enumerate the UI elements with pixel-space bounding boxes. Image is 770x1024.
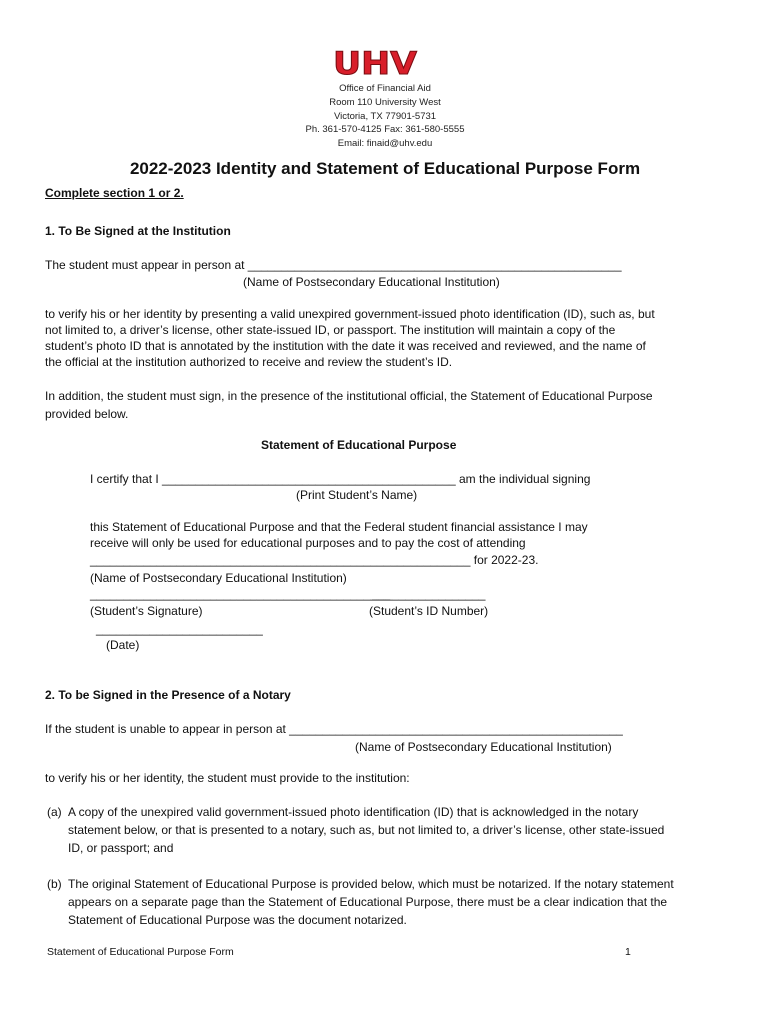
- office-phone: Ph. 361-570-4125 Fax: 361-580-5555: [305, 124, 465, 135]
- page-number: 1: [625, 946, 631, 958]
- verify-line-3: student’s photo ID that is annotated by the institution with the date it was received and reviewed, and the name of: [45, 339, 646, 353]
- addition-line-2: provided below.: [45, 407, 129, 421]
- certify-caption: (Print Student’s Name): [296, 488, 418, 502]
- item-a-label: (a): [47, 805, 62, 819]
- section1-heading: 1. To Be Signed at the Institution: [45, 224, 231, 238]
- addition-line-1: In addition, the student must sign, in the presence of the institutional official, the Statement of Educational Purpose: [45, 389, 653, 403]
- footer-label: Statement of Educational Purpose Form: [47, 946, 234, 958]
- office-room: Room 110 University West: [329, 97, 441, 108]
- signature-caption: (Student’s Signature): [90, 604, 203, 618]
- office-city: Victoria, TX 77901-5731: [333, 111, 437, 122]
- student-id-caption: (Student’s ID Number): [369, 604, 489, 618]
- appear-caption: (Name of Postsecondary Educational Institution): [243, 275, 500, 289]
- item-b-line-1: The original Statement of Educational Purpose is provided below, which must be notarized. If the notary statement: [68, 877, 674, 891]
- date-line: _________________________: [96, 622, 263, 636]
- item-b-line-2: appears on a separate page than the Statement of Educational Purpose, there must be a clear indication that the: [68, 895, 668, 909]
- verify-line-2: not limited to, a driver’s license, other state-issued ID, or passport. The institution will maintain a copy of the: [45, 323, 616, 337]
- certify-line: I certify that I ____________________________________________ am the individual signing: [90, 472, 591, 486]
- unable-caption: (Name of Postsecondary Educational Institution): [355, 740, 612, 754]
- uhv-logo: [332, 48, 418, 78]
- item-b-line-3: Statement of Educational Purpose was the document notarized.: [68, 913, 407, 927]
- page-title: 2022-2023 Identity and Statement of Educational Purpose Form: [129, 159, 641, 178]
- item-b-label: (b): [47, 877, 62, 891]
- statement-line-2: receive will only be used for educational purposes and to pay the cost of attending: [90, 536, 526, 550]
- statement-heading: Statement of Educational Purpose: [261, 438, 457, 452]
- item-a-line-3: ID, or passport; and: [68, 841, 174, 855]
- unable-line: If the student is unable to appear in person at __________________________________________________: [45, 722, 623, 736]
- provide-line: to verify his or her identity, the student must provide to the institution:: [45, 771, 410, 785]
- statement-line-3: _________________________________________________________ for 2022-23.: [90, 553, 539, 567]
- signature-line: _____________________________________________: [90, 587, 391, 601]
- item-a-line-2: statement below, or that is presented to a notary, such as, but not limited to, a driver’s license, other state-issued: [68, 823, 665, 837]
- office-name: Office of Financial Aid: [339, 83, 431, 94]
- logo-text: UHV: [333, 48, 418, 78]
- verify-line-1: to verify his or her identity by presenting a valid unexpired government-issued photo identification (ID), such as, but: [45, 307, 655, 321]
- appear-line: The student must appear in person at ________________________________________________________: [45, 258, 622, 272]
- statement-line-1: this Statement of Educational Purpose and that the Federal student financial assistance I may: [90, 520, 588, 534]
- office-email: Email: finaid@uhv.edu: [337, 138, 433, 149]
- institution-caption: (Name of Postsecondary Educational Institution): [90, 571, 347, 585]
- section2-heading: 2. To be Signed in the Presence of a Notary: [45, 688, 291, 702]
- date-caption: (Date): [106, 638, 140, 652]
- item-a-line-1: A copy of the unexpired valid government-issued photo identification (ID) that is acknowledged in the notary: [68, 805, 639, 819]
- instruction: Complete section 1 or 2.: [45, 186, 184, 200]
- student-id-line: _________________: [372, 587, 486, 601]
- verify-line-4: the official at the institution authorized to receive and review the student’s ID.: [45, 355, 453, 369]
